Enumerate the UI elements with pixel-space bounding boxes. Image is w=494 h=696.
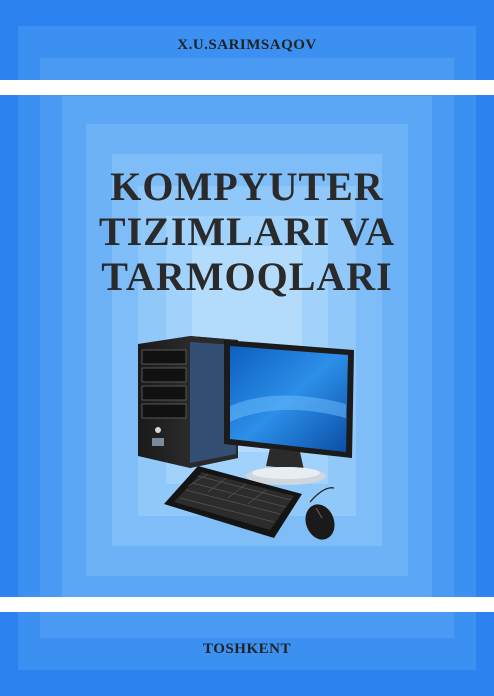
publication-city: TOSHKENT [203, 641, 291, 657]
title-line-3: TARMOQLARI [101, 254, 393, 299]
title-line-2: TIZIMLARI VA [98, 209, 396, 254]
pc-monitor [224, 340, 354, 485]
author-name: X.U.SARIMSAQOV [177, 37, 317, 53]
title-line-1: KOMPYUTER [110, 164, 384, 209]
pc-tower [138, 336, 238, 468]
book-title [0, 164, 494, 299]
desktop-computer-icon [128, 326, 368, 546]
top-stripe [0, 80, 494, 95]
bottom-stripe [0, 597, 494, 612]
pc-mouse [301, 488, 340, 544]
